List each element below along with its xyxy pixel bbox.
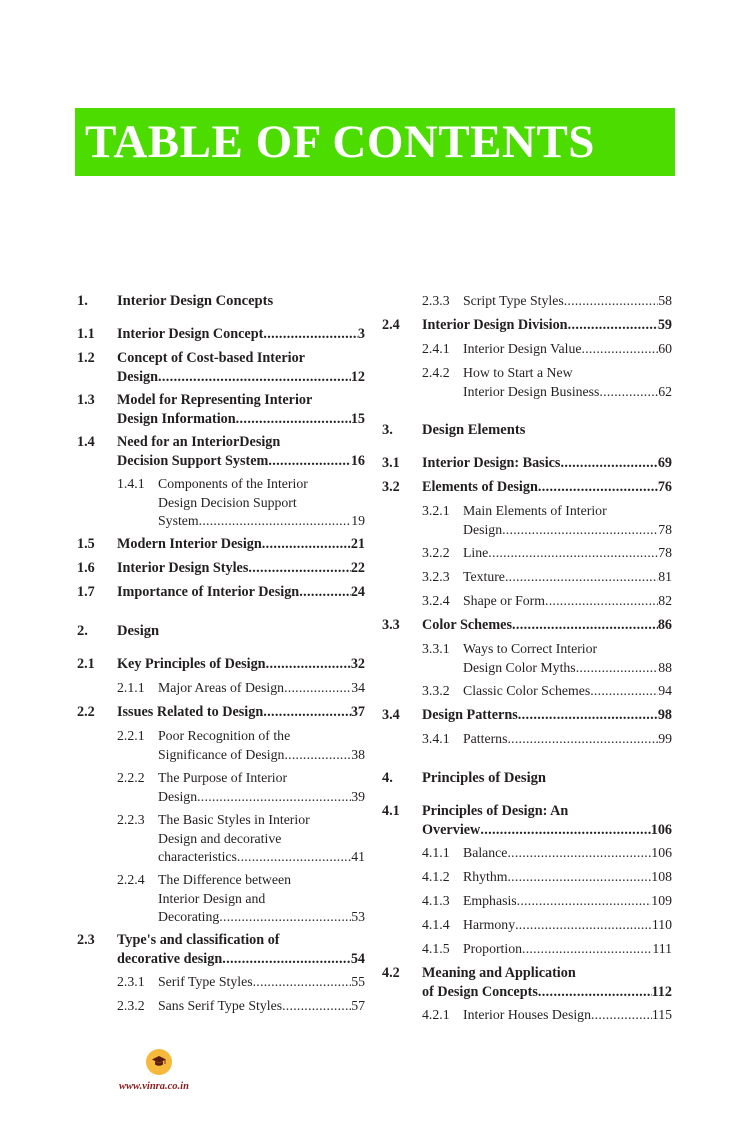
toc-entry-title	[158, 769, 365, 806]
dot-leader	[488, 544, 658, 563]
toc-page-number: 19	[351, 513, 365, 528]
toc-entry-text: Poor Recognition of the	[158, 728, 291, 743]
toc-entry-number: 4.	[382, 770, 393, 786]
dot-leader	[591, 1006, 652, 1025]
toc-entry-number: 2.2.2	[117, 770, 145, 785]
toc-page-number: 78	[658, 521, 672, 537]
toc-entry-text: Concept of Cost-based Interior	[117, 350, 305, 366]
toc-page-number: 109	[651, 893, 672, 908]
toc-entry-number: 3.2.4	[422, 593, 450, 608]
toc-entry-text: Elements of Design	[422, 479, 538, 495]
dot-leader	[197, 788, 351, 807]
toc-entry-text: Rhythm	[463, 869, 508, 884]
toc-entry-text: Patterns	[463, 731, 508, 746]
toc-entry-text: The Basic Styles in Interior	[158, 812, 310, 827]
toc-entry-text: Design	[117, 368, 158, 385]
toc-entry-number: 1.7	[77, 584, 95, 600]
toc-page-number: 3	[357, 326, 365, 342]
dot-leader	[284, 679, 351, 698]
toc-entry-title	[422, 616, 672, 635]
toc-page-number: 54	[350, 950, 365, 967]
toc-entry-text: Design Information	[117, 410, 236, 427]
toc-entry-text: Texture	[463, 569, 505, 584]
dot-leader	[522, 940, 652, 959]
toc-entry-title	[422, 769, 672, 788]
toc-entry-title	[463, 364, 672, 401]
toc-entry-text: Principles of Design: An	[422, 803, 569, 819]
toc-entry-number: 2.3	[77, 932, 95, 948]
toc-entry-title	[463, 682, 672, 701]
toc-entry-number: 2.1.1	[117, 680, 145, 695]
toc-page-number: 53	[351, 909, 365, 924]
toc-page-number: 115	[651, 1007, 672, 1022]
toc-entry-text: Serif Type Styles	[158, 974, 253, 989]
dot-leader	[299, 583, 351, 602]
toc-entry-text: Major Areas of Design	[158, 680, 285, 695]
toc-page-number: 34	[351, 680, 365, 695]
toc-page-number: 62	[658, 383, 672, 399]
toc-entry-text: Key Principles of Design	[117, 656, 266, 672]
toc-page-number: 60	[658, 341, 672, 356]
toc-page-number: 22	[350, 560, 365, 576]
toc-page-number: 69	[657, 455, 672, 471]
toc-entry-text: System	[158, 513, 199, 528]
toc-entry-number: 1.6	[77, 560, 95, 576]
toc-entry-title	[463, 292, 672, 311]
dot-leader	[545, 592, 658, 611]
dot-leader	[263, 703, 351, 722]
toc-entry-text: Sans Serif Type Styles	[158, 998, 283, 1013]
toc-page-number: 94	[658, 683, 672, 698]
toc-page-number: 108	[651, 869, 672, 884]
dot-leader	[505, 568, 658, 587]
toc-entry-number: 2.3.2	[117, 998, 145, 1013]
toc-page-number: 106	[651, 845, 672, 860]
graduation-cap-icon	[146, 1049, 172, 1075]
toc-entry-text: Design	[463, 521, 503, 537]
website-url[interactable]: www.vinra.co.in	[119, 1081, 189, 1092]
dot-leader	[284, 746, 351, 765]
toc-entry-number: 3.3.2	[422, 683, 450, 698]
toc-entry-title	[463, 502, 672, 539]
toc-entry-number: 1.4	[77, 434, 95, 450]
toc-entry-text: The Difference between	[158, 872, 292, 887]
toc-entry-title	[117, 292, 365, 311]
toc-entry-number: 2.	[77, 623, 88, 639]
toc-entry-number: 4.1.1	[422, 845, 450, 860]
toc-entry-text: Interior Design Value	[463, 341, 582, 356]
toc-entry-text: Color Schemes	[422, 617, 512, 633]
dot-leader	[480, 821, 650, 840]
toc-entry-text: Design Elements	[422, 422, 526, 438]
toc-entry-text: Interior Design Styles	[117, 560, 249, 576]
toc-entry-text: Interior Design Concept	[117, 326, 264, 342]
toc-entry-text: Design and decorative	[158, 830, 282, 846]
toc-entry-title	[463, 640, 672, 677]
toc-entry-text: Balance	[463, 845, 508, 860]
toc-entry-title	[463, 340, 672, 359]
dot-leader	[222, 950, 351, 969]
toc-entry-number: 4.1	[382, 803, 400, 819]
toc-page-number: 15	[350, 410, 365, 427]
toc-entry-title	[422, 802, 672, 839]
toc-entry-text: Overview	[422, 821, 481, 838]
toc-entry-text: Design	[117, 623, 160, 639]
dot-leader	[582, 340, 659, 359]
toc-entry-number: 1.2	[77, 350, 95, 366]
toc-entry-text: decorative design	[117, 950, 223, 967]
toc-entry-number: 4.1.3	[422, 893, 450, 908]
toc-page-number: 88	[658, 659, 672, 675]
toc-page-number: 12	[350, 368, 365, 385]
toc-entry-text: Design Patterns	[422, 707, 518, 723]
toc-page-number: 112	[651, 983, 672, 1000]
toc-entry-title	[117, 433, 365, 470]
toc-entry-title	[463, 892, 672, 911]
toc-entry-title	[422, 964, 672, 1001]
dot-leader	[512, 616, 658, 635]
toc-page-number: 78	[658, 545, 672, 560]
toc-entry-text: Harmony	[463, 917, 516, 932]
toc-entry-title	[117, 559, 365, 578]
toc-page-number: 41	[351, 849, 365, 864]
toc-entry-text: Interior Design Concepts	[117, 293, 274, 309]
dot-leader	[266, 655, 351, 674]
toc-entry-text: Design	[158, 788, 198, 804]
dot-leader	[560, 454, 657, 473]
toc-entry-title	[463, 868, 672, 887]
toc-entry-number: 3.3	[382, 617, 400, 633]
toc-entry-number: 1.	[77, 293, 88, 309]
toc-page-number: 81	[658, 569, 672, 584]
toc-page-number: 58	[658, 293, 672, 308]
toc-page-number: 38	[351, 746, 365, 762]
toc-entry-number: 4.1.2	[422, 869, 450, 884]
toc-page-number: 111	[652, 941, 672, 956]
toc-entry-text: Classic Color Schemes	[463, 683, 591, 698]
toc-page-number: 21	[350, 536, 365, 552]
toc-entry-text: Type's and classification of	[117, 932, 280, 948]
toc-entry-title	[117, 622, 365, 641]
toc-entry-title	[117, 655, 365, 674]
toc-entry-title	[158, 727, 365, 764]
toc-entry-number: 2.3.1	[117, 974, 145, 989]
toc-entry-text: of Design Concepts	[422, 983, 538, 1000]
toc-entry-number: 4.2.1	[422, 1007, 450, 1022]
dot-leader	[263, 325, 358, 344]
toc-entry-number: 4.2	[382, 965, 400, 981]
toc-page-number: 39	[351, 788, 365, 804]
toc-entry-title	[117, 931, 365, 968]
toc-entry-number: 3.3.1	[422, 641, 450, 656]
toc-entry-text: Interior Design Division	[422, 317, 568, 333]
toc-entry-text: Script Type Styles	[463, 293, 564, 308]
toc-entry-text: Need for an InteriorDesign	[117, 434, 281, 450]
toc-entry-number: 2.2.3	[117, 812, 145, 827]
dot-leader	[199, 512, 352, 531]
dot-leader	[236, 410, 351, 429]
toc-entry-number: 3.2	[382, 479, 400, 495]
toc-entry-title	[463, 940, 672, 959]
dot-leader	[515, 916, 652, 935]
toc-entry-number: 1.4.1	[117, 476, 145, 491]
dot-leader	[507, 844, 651, 863]
toc-entry-text: Emphasis	[463, 893, 517, 908]
toc-entry-number: 1.5	[77, 536, 95, 552]
dot-leader	[268, 452, 350, 471]
toc-entry-text: Proportion	[463, 941, 523, 956]
toc-entry-text: Interior Design and	[158, 890, 266, 906]
toc-entry-text: Meaning and Application	[422, 965, 576, 981]
toc-entry-title	[117, 583, 365, 602]
toc-entry-title	[117, 325, 365, 344]
dot-leader	[538, 478, 658, 497]
toc-entry-title	[158, 871, 365, 927]
dot-leader	[237, 848, 351, 867]
dot-leader	[502, 521, 658, 540]
dot-leader	[568, 316, 658, 335]
toc-entry-text: Design Decision Support	[158, 494, 297, 510]
toc-page-number: 86	[657, 617, 672, 633]
toc-entry-number: 3.1	[382, 455, 400, 471]
toc-entry-number: 4.1.5	[422, 941, 450, 956]
toc-page-number: 59	[657, 317, 672, 333]
toc-entry-text: Components of the Interior	[158, 476, 308, 491]
toc-entry-number: 2.4	[382, 317, 400, 333]
dot-leader	[590, 682, 658, 701]
toc-entry-number: 2.3.3	[422, 293, 450, 308]
dot-leader	[599, 383, 658, 402]
page-title: TABLE OF CONTENTS	[85, 116, 595, 168]
toc-entry-number: 3.2.1	[422, 503, 450, 518]
toc-entry-number: 4.1.4	[422, 917, 450, 932]
toc-entry-text: Decorating	[158, 909, 220, 924]
dot-leader	[262, 535, 351, 554]
toc-entry-title	[422, 706, 672, 725]
toc-entry-text: How to Start a New	[463, 365, 573, 380]
toc-entry-text: Shape or Form	[463, 593, 546, 608]
toc-page-number: 82	[658, 593, 672, 608]
dot-leader	[282, 997, 351, 1016]
toc-entry-text: Modern Interior Design	[117, 536, 262, 552]
toc-entry-text: Ways to Correct Interior	[463, 641, 598, 656]
toc-entry-title	[117, 535, 365, 554]
toc-entry-text: Design Color Myths	[463, 659, 576, 675]
toc-entry-title	[422, 421, 672, 440]
toc-entry-title	[463, 544, 672, 563]
toc-entry-title	[463, 844, 672, 863]
toc-entry-text: Interior Design: Basics	[422, 455, 561, 471]
toc-page-number: 55	[351, 974, 365, 989]
dot-leader	[507, 730, 658, 749]
toc-entry-number: 2.1	[77, 656, 95, 672]
toc-entry-text: Line	[463, 545, 489, 560]
dot-leader	[248, 559, 350, 578]
toc-entry-number: 3.4	[382, 707, 400, 723]
dot-leader	[517, 892, 652, 911]
dot-leader	[158, 368, 351, 387]
toc-page-number: 32	[350, 656, 365, 672]
toc-page-number: 98	[657, 707, 672, 723]
toc-entry-title	[463, 730, 672, 749]
dot-leader	[576, 659, 659, 678]
toc-entry-title	[158, 811, 365, 867]
toc-entry-title	[117, 391, 365, 428]
toc-entry-title	[422, 478, 672, 497]
toc-page-number: 16	[350, 452, 365, 469]
toc-entry-title	[463, 592, 672, 611]
toc-entry-number: 2.2.1	[117, 728, 145, 743]
toc-entry-title	[158, 475, 365, 531]
toc-page-number: 110	[651, 917, 672, 932]
toc-entry-title	[422, 316, 672, 335]
dot-leader	[219, 908, 351, 927]
toc-page-number: 106	[650, 821, 672, 838]
toc-entry-number: 1.1	[77, 326, 95, 342]
toc-entry-title	[158, 997, 365, 1016]
toc-entry-number: 3.	[382, 422, 393, 438]
toc-entry-text: The Purpose of Interior	[158, 770, 288, 785]
toc-entry-text: Model for Representing Interior	[117, 392, 313, 408]
dot-leader	[518, 706, 658, 725]
toc-entry-number: 3.2.2	[422, 545, 450, 560]
toc-entry-text: Main Elements of Interior	[463, 503, 607, 518]
toc-entry-number: 2.4.1	[422, 341, 450, 356]
toc-entry-number: 2.4.2	[422, 365, 450, 380]
toc-page-number: 99	[658, 731, 672, 746]
toc-entry-text: characteristics	[158, 849, 237, 864]
toc-entry-title	[117, 703, 365, 722]
toc-entry-number: 1.3	[77, 392, 95, 408]
toc-entry-title	[463, 916, 672, 935]
toc-entry-title	[422, 454, 672, 473]
toc-entry-title	[463, 568, 672, 587]
title-banner	[75, 108, 675, 176]
toc-entry-number: 2.2.4	[117, 872, 145, 887]
toc-entry-title	[158, 679, 365, 698]
dot-leader	[507, 868, 651, 887]
toc-page-number: 37	[350, 704, 365, 720]
toc-page-number: 57	[351, 998, 365, 1013]
toc-entry-text: Interior Design Business	[463, 383, 600, 399]
toc-entry-text: Decision Support System	[117, 452, 269, 469]
toc-entry-title	[463, 1006, 672, 1025]
toc-entry-number: 2.2	[77, 704, 95, 720]
dot-leader	[253, 973, 352, 992]
toc-entry-number: 3.2.3	[422, 569, 450, 584]
dot-leader	[564, 292, 658, 311]
toc-entry-title	[117, 349, 365, 386]
toc-entry-text: Issues Related to Design	[117, 704, 264, 720]
toc-entry-text: Interior Houses Design	[463, 1007, 591, 1022]
toc-entry-title	[158, 973, 365, 992]
toc-entry-text: Principles of Design	[422, 770, 547, 786]
toc-entry-text: Importance of Interior Design	[117, 584, 300, 600]
toc-entry-number: 3.4.1	[422, 731, 450, 746]
toc-entry-text: Significance of Design	[158, 746, 285, 762]
dot-leader	[538, 983, 652, 1002]
toc-page-number: 24	[350, 584, 365, 600]
toc-page-number: 76	[657, 479, 672, 495]
